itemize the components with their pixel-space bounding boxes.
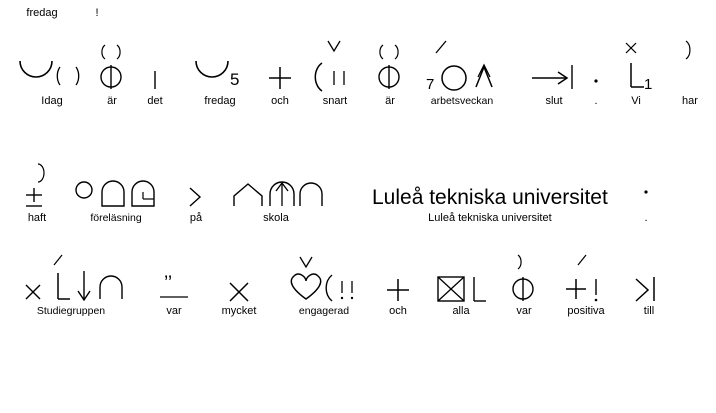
svg-text:’’: ’’ — [164, 273, 173, 294]
glyph-plus — [262, 33, 298, 93]
gloss-label: slut — [545, 95, 563, 107]
glyph-roof-arrow-arch — [228, 158, 324, 210]
sign-pa — [178, 158, 214, 225]
gloss-label: Idag — [41, 95, 63, 107]
sign-period-1 — [586, 33, 606, 108]
gloss-label: Vi — [631, 95, 641, 107]
gloss-label: är — [107, 95, 117, 107]
gloss-label: ! — [95, 7, 99, 19]
gloss-label: skola — [263, 212, 289, 224]
glyph-exclamation-stroke — [86, 0, 108, 5]
sign-slut — [526, 33, 582, 108]
sign-ar-2 — [370, 33, 410, 108]
glyph-circle-with-brackets — [14, 33, 90, 93]
svg-text:1: 1 — [644, 76, 653, 93]
glyph-circle-arch-pie — [66, 158, 166, 210]
gloss-label: till — [643, 305, 655, 317]
glyph-circle-vertical-bar-top-ticks — [92, 33, 132, 93]
glyph-corner-with-1-and-x — [614, 33, 658, 93]
sign-studiegruppen — [12, 245, 130, 318]
gloss-label: och — [271, 95, 289, 107]
sign-vi — [614, 33, 658, 108]
glyph-right-paren-small — [676, 33, 704, 93]
glyph-underline-two-commas — [152, 245, 196, 303]
sign-var-1 — [152, 245, 196, 318]
glyph-plus-exclamation-stroke — [556, 245, 616, 303]
gloss-label: fredag — [204, 95, 236, 107]
gloss-label: det — [147, 95, 163, 107]
sign-forelasning — [66, 158, 166, 225]
sign-snart — [306, 33, 364, 108]
svg-text:7: 7 — [426, 76, 435, 93]
sign-och-2 — [380, 245, 416, 318]
sign-fredag-2 — [190, 33, 250, 108]
glyph-circle-vertical-bar-top-ticks — [502, 245, 546, 303]
gloss-label: är — [385, 95, 395, 107]
glyph-plus-minus-paren — [12, 158, 62, 210]
sign-haft — [12, 158, 62, 225]
sign-mycket — [214, 245, 264, 318]
sign-period-2 — [636, 158, 656, 225]
glyph-dot — [586, 33, 606, 93]
sign-arbetsveckan — [412, 33, 512, 108]
gloss-label: haft — [27, 212, 47, 224]
glyph-seven-circle-chevrons — [412, 33, 512, 93]
sign-var-2 — [502, 245, 546, 318]
glyph-plus — [380, 245, 416, 303]
glyph-circle-open-with-5 — [190, 33, 250, 93]
glyph-short-vertical-line — [140, 33, 170, 93]
glyph-dot — [636, 158, 656, 210]
glyph-circle-open-with-5 — [14, 0, 70, 5]
sign-engagerad — [278, 245, 370, 318]
sign-ar-1 — [92, 33, 132, 108]
sign-fredag — [14, 0, 70, 20]
svg-text:5: 5 — [230, 70, 240, 89]
glyph-angle-bracket-right — [178, 158, 214, 210]
gloss-label: var — [166, 305, 182, 317]
gloss-label: Luleå tekniska universitet — [428, 212, 552, 224]
text-lulea — [372, 186, 608, 225]
gloss-label: positiva — [567, 305, 605, 317]
gloss-label: snart — [322, 95, 348, 107]
glyph-paren-two-bars-caret — [306, 33, 364, 93]
gloss-label: föreläsning — [90, 212, 142, 224]
gloss-label: fredag — [26, 7, 58, 19]
sign-det — [140, 33, 170, 108]
glyph-heart-paren-bangs — [278, 245, 370, 303]
gloss-label: . — [594, 95, 598, 107]
gloss-label: alla — [452, 305, 470, 317]
gloss-label: . — [644, 212, 648, 224]
sign-exclamation — [86, 0, 108, 20]
gloss-label: arbetsveckan — [430, 95, 494, 107]
glyph-x-bar-down-arch — [12, 245, 130, 303]
gloss-label: engagerad — [298, 305, 350, 317]
sign-positiva — [556, 245, 616, 318]
sign-har — [676, 33, 704, 108]
sign-alla — [430, 245, 492, 318]
sign-skola — [228, 158, 324, 225]
glyph-x-mark — [214, 245, 264, 303]
gloss-label: på — [189, 212, 203, 224]
sign-till — [626, 245, 672, 318]
glyph-crossed-box-corner — [430, 245, 492, 303]
gloss-label: var — [516, 305, 532, 317]
glyph-arrow-right-bar — [526, 33, 582, 93]
sign-idag — [14, 33, 90, 108]
glyph-circle-vertical-bar-top-ticks — [370, 33, 410, 93]
gloss-label: och — [389, 305, 407, 317]
glyph-greater-than-bar — [626, 245, 672, 303]
gloss-label: mycket — [221, 305, 257, 317]
lulea-plain-text: Luleå tekniska universitet — [372, 186, 608, 209]
gloss-label: har — [682, 95, 698, 107]
gloss-label: Studiegruppen — [36, 305, 106, 317]
sign-och-1 — [262, 33, 298, 108]
